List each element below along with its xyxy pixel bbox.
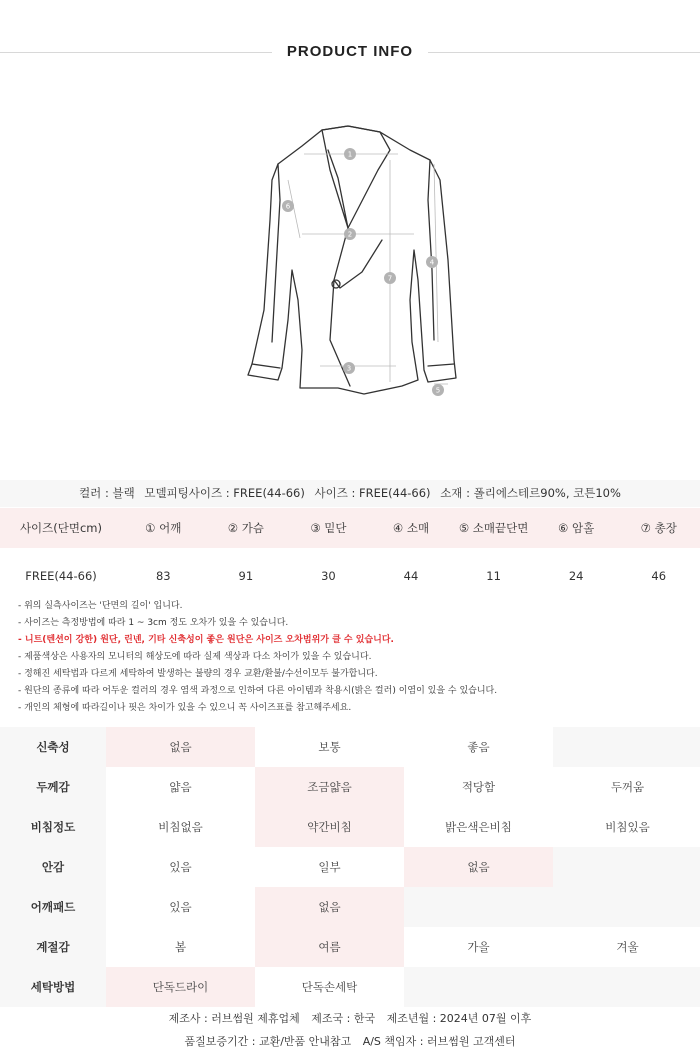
size-spec: 사이즈 : FREE(44-66)	[314, 486, 431, 500]
country-of-origin: 제조국 : 한국	[311, 1012, 376, 1025]
attribute-option: 단독손세탁	[255, 967, 404, 1007]
material-spec: 소재 : 폴리에스테르90%, 코튼10%	[440, 486, 621, 500]
size-value-chest: 91	[238, 568, 254, 583]
manufacturer-line-1	[0, 1007, 700, 1030]
attribute-option: 가을	[404, 927, 553, 967]
warranty-period: 품질보증기간 : 교환/반품 안내참고	[184, 1035, 352, 1048]
attribute-table	[0, 727, 700, 1007]
model-size-spec: 모델피팅사이즈 : FREE(44-66)	[144, 486, 305, 500]
attribute-row	[0, 807, 700, 847]
attribute-label: 어깨패드	[30, 900, 76, 914]
attribute-label: 비침정도	[30, 820, 76, 834]
section-header	[0, 40, 700, 66]
svg-text:6: 6	[285, 202, 291, 211]
attribute-label: 두께감	[36, 780, 70, 794]
svg-text:5: 5	[435, 386, 441, 395]
manufacture-date: 제조년월 : 2024년 07월 이후	[386, 1012, 532, 1025]
svg-text:4: 4	[429, 258, 435, 267]
size-notes	[18, 598, 688, 717]
size-value-hem: 30	[321, 568, 336, 583]
size-header-armhole: ⑥ 암홀	[558, 521, 595, 535]
svg-text:3: 3	[346, 364, 352, 373]
size-value-sleeve: 44	[403, 568, 419, 583]
attribute-option: 두꺼움	[553, 767, 700, 807]
attribute-option-selected: 없음	[106, 727, 255, 767]
attribute-row	[0, 927, 700, 967]
attribute-option-selected: 단독드라이	[106, 967, 255, 1007]
color-spec: 컬러 : 블랙	[79, 486, 135, 500]
size-header-sleeve: ④ 소매	[392, 521, 430, 535]
attribute-option-selected: 없음	[404, 847, 553, 887]
size-table-header	[0, 508, 700, 548]
size-table	[0, 508, 700, 603]
size-value-cuff: 11	[486, 568, 501, 583]
size-value-armhole: 24	[568, 568, 584, 583]
attribute-option: 좋음	[404, 727, 553, 767]
attribute-option-selected: 약간비침	[255, 807, 404, 847]
note-item: - 사이즈는 측정방법에 따라 1 ~ 3cm 정도 오차가 있을 수 있습니다.	[18, 618, 289, 628]
attribute-label: 계절감	[36, 940, 70, 954]
product-spec-line	[0, 480, 700, 507]
jacket-illustration	[230, 110, 470, 420]
attribute-row	[0, 727, 700, 767]
attribute-option-selected: 여름	[255, 927, 404, 967]
svg-text:1: 1	[347, 150, 353, 159]
size-header-shoulder: ① 어깨	[145, 521, 182, 535]
divider-right	[428, 52, 700, 53]
attribute-option: 얇음	[106, 767, 255, 807]
attribute-row	[0, 887, 700, 927]
page-title: PRODUCT INFO	[286, 43, 414, 60]
divider-left	[0, 52, 272, 53]
attribute-option: 비침없음	[106, 807, 255, 847]
attribute-option: 적당함	[404, 767, 553, 807]
note-item: - 원단의 종류에 따라 어두운 컬러의 경우 염색 과정으로 인하여 다른 아이템과 착용시(밝은 컬러) 이염이 있을 수 있습니다.	[18, 686, 498, 696]
size-header-hem: ③ 밑단	[310, 521, 347, 535]
note-item: - 개인의 체형에 따라길이나 핏은 차이가 있을 수 있으니 꼭 사이즈표를 참고해주세요.	[18, 703, 352, 713]
size-table-row	[0, 548, 700, 603]
note-item: - 제품색상은 사용자의 모니터의 해상도에 따라 실제 색상과 다소 차이가 있을 수 있습니다.	[18, 652, 372, 662]
attribute-option: 봄	[106, 927, 255, 967]
manufacturer: 제조사 : 러브썸원 제휴업체	[168, 1012, 300, 1025]
note-item-warning: - 니트(텐션이 강한) 원단, 린넨, 기타 신축성이 좋은 원단은 사이즈 오차범위가 클 수 있습니다.	[18, 635, 394, 645]
attribute-label: 세탁방법	[30, 980, 76, 994]
note-item: - 위의 실측사이즈는 '단면의 길이' 입니다.	[18, 601, 183, 611]
note-item: - 정해진 세탁법과 다르게 세탁하여 발생하는 불량의 경우 교환/환불/수선이모두 불가합니다.	[18, 669, 378, 679]
size-header-chest: ② 가슴	[227, 521, 264, 535]
attribute-option: 있음	[106, 887, 255, 927]
size-value-length: 46	[651, 568, 667, 583]
attribute-row	[0, 967, 700, 1007]
size-header-label: 사이즈(단면cm)	[19, 521, 102, 535]
attribute-option: 비침있음	[553, 807, 700, 847]
attribute-label: 안감	[41, 860, 65, 874]
attribute-row	[0, 847, 700, 887]
size-value-shoulder: 83	[155, 568, 171, 583]
attribute-option: 보통	[255, 727, 404, 767]
svg-text:7: 7	[387, 274, 393, 283]
svg-text:2: 2	[347, 230, 353, 239]
size-value-label: FREE(44-66)	[25, 568, 97, 583]
attribute-option: 밝은색은비침	[404, 807, 553, 847]
attribute-option-selected: 없음	[255, 887, 404, 927]
attribute-option: 겨울	[553, 927, 700, 967]
as-contact: A/S 책임자 : 러브썸원 고객센터	[362, 1035, 516, 1048]
attribute-option: 있음	[106, 847, 255, 887]
attribute-row	[0, 767, 700, 807]
size-header-cuff: ⑤ 소매끝단면	[458, 521, 529, 535]
attribute-option-selected: 조금얇음	[255, 767, 404, 807]
manufacturer-line-2	[0, 1030, 700, 1053]
manufacturer-info	[0, 1007, 700, 1063]
attribute-option: 일부	[255, 847, 404, 887]
size-header-length: ⑦ 총장	[640, 521, 677, 535]
attribute-label: 신축성	[36, 740, 70, 754]
